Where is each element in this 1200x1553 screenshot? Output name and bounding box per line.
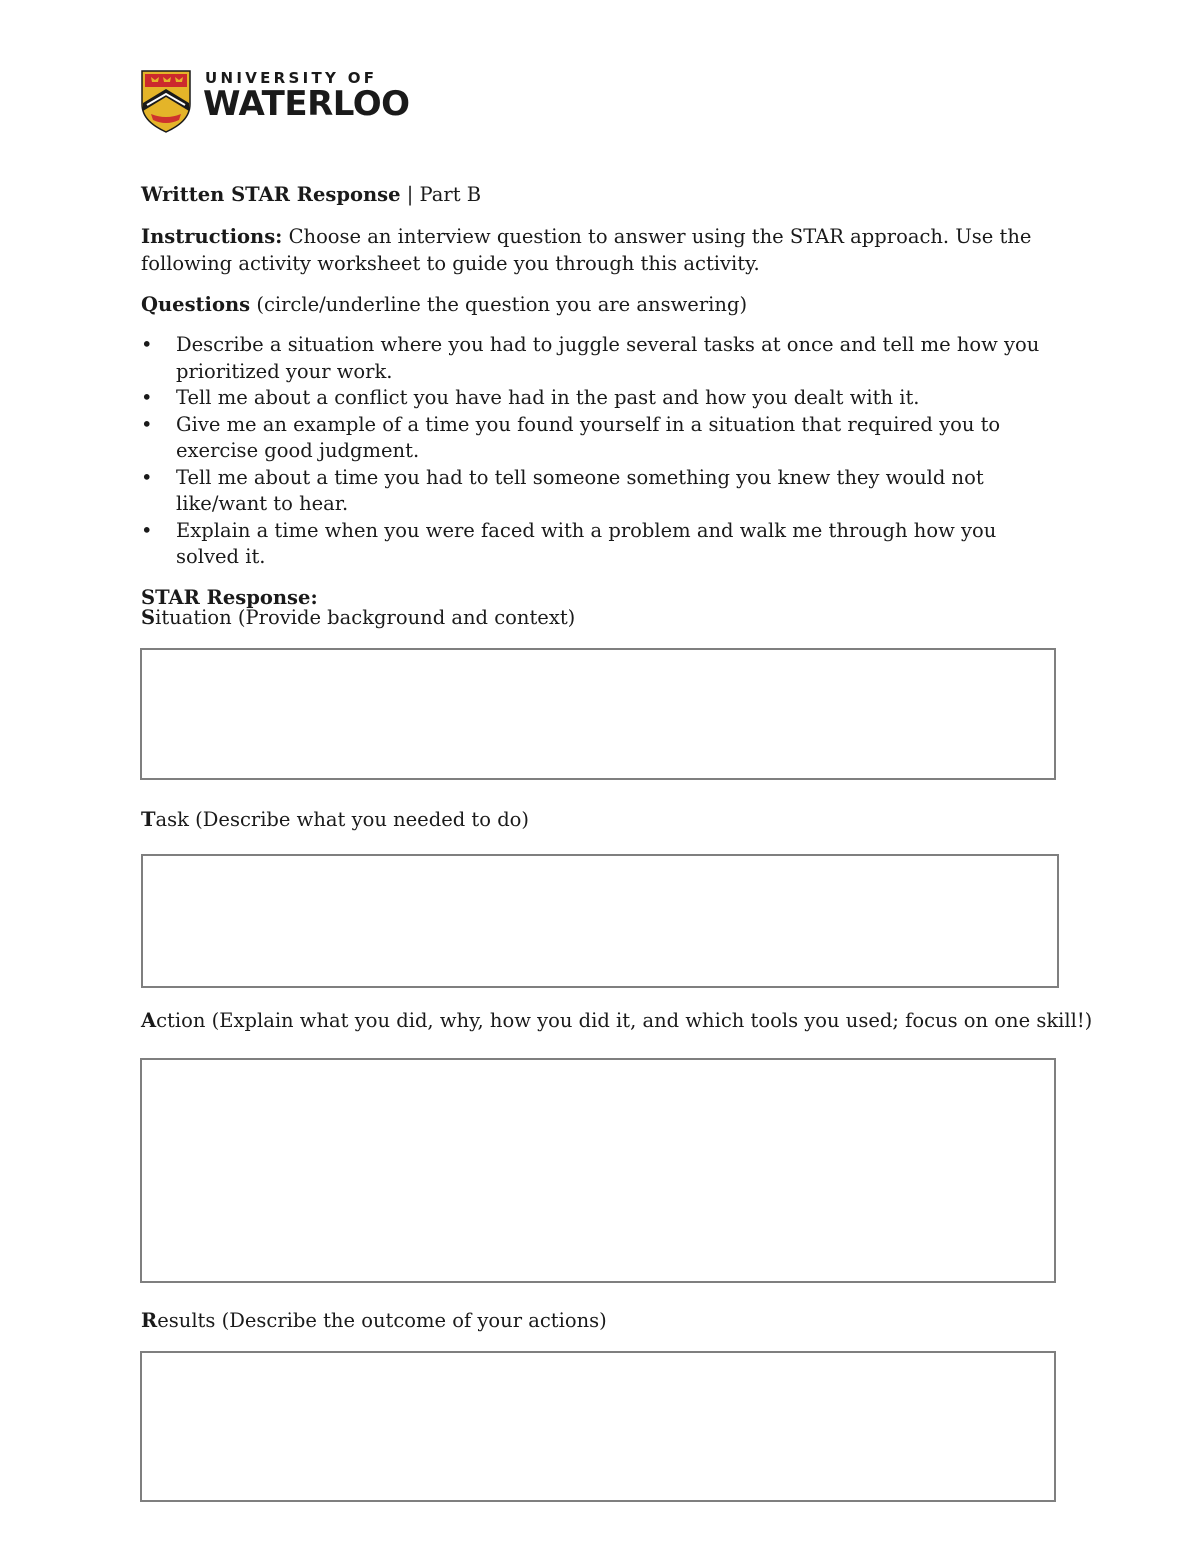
instructions-label: Instructions: xyxy=(141,225,283,248)
situation-letter: S xyxy=(141,606,156,629)
action-letter: A xyxy=(141,1009,157,1032)
title-bold: Written STAR Response xyxy=(141,183,401,206)
instructions-text: Choose an interview question to answer using the STAR approach. Use the following activity worksheet to guide you through this activity. xyxy=(141,225,1032,275)
results-response-box[interactable] xyxy=(140,1351,1056,1502)
question-item[interactable]: • Tell me about a conflict you have had in the past and how you dealt with it. xyxy=(141,385,1061,412)
results-text: esults (Describe the outcome of your actions) xyxy=(157,1309,607,1332)
question-item[interactable]: • Describe a situation where you had to juggle several tasks at once and tell me how you prioritized your work. xyxy=(141,332,1061,385)
task-label xyxy=(141,806,529,833)
task-text: ask (Describe what you needed to do) xyxy=(155,808,530,831)
university-logo xyxy=(141,70,421,134)
results-label xyxy=(141,1307,607,1334)
page-title xyxy=(141,181,1061,208)
task-response-box[interactable] xyxy=(141,854,1059,988)
logo-text-line2: WATERLOO xyxy=(203,84,410,124)
question-item[interactable]: • Give me an example of a time you found yourself in a situation that required you to exercise good judgment. xyxy=(141,412,1061,465)
question-item[interactable]: • Tell me about a time you had to tell someone something you knew they would not like/want to hear. xyxy=(141,465,1061,518)
results-letter: R xyxy=(141,1309,158,1332)
action-text: ction (Explain what you did, why, how you did it, and which tools you used; focus on one skill!) xyxy=(156,1009,1093,1032)
title-part: | Part B xyxy=(400,183,482,206)
star-response-heading: STAR Response: xyxy=(141,585,318,609)
questions-note: (circle/underline the question you are answering) xyxy=(250,293,748,316)
questions-list xyxy=(141,332,1061,571)
questions-heading xyxy=(141,291,1061,318)
situation-response-box[interactable] xyxy=(140,648,1056,780)
situation-text: ituation (Provide background and context) xyxy=(155,606,576,629)
task-letter: T xyxy=(141,808,156,831)
situation-label xyxy=(141,604,575,631)
question-item[interactable]: • Explain a time when you were faced with a problem and walk me through how you solved it. xyxy=(141,518,1061,571)
questions-label: Questions xyxy=(141,293,251,316)
action-response-box[interactable] xyxy=(140,1058,1056,1283)
action-label xyxy=(141,1007,1092,1034)
logo-text-line1: UNIVERSITY OF xyxy=(205,69,378,87)
worksheet-content xyxy=(141,181,1061,611)
instructions xyxy=(141,223,1061,277)
shield-crest-icon xyxy=(141,70,191,133)
